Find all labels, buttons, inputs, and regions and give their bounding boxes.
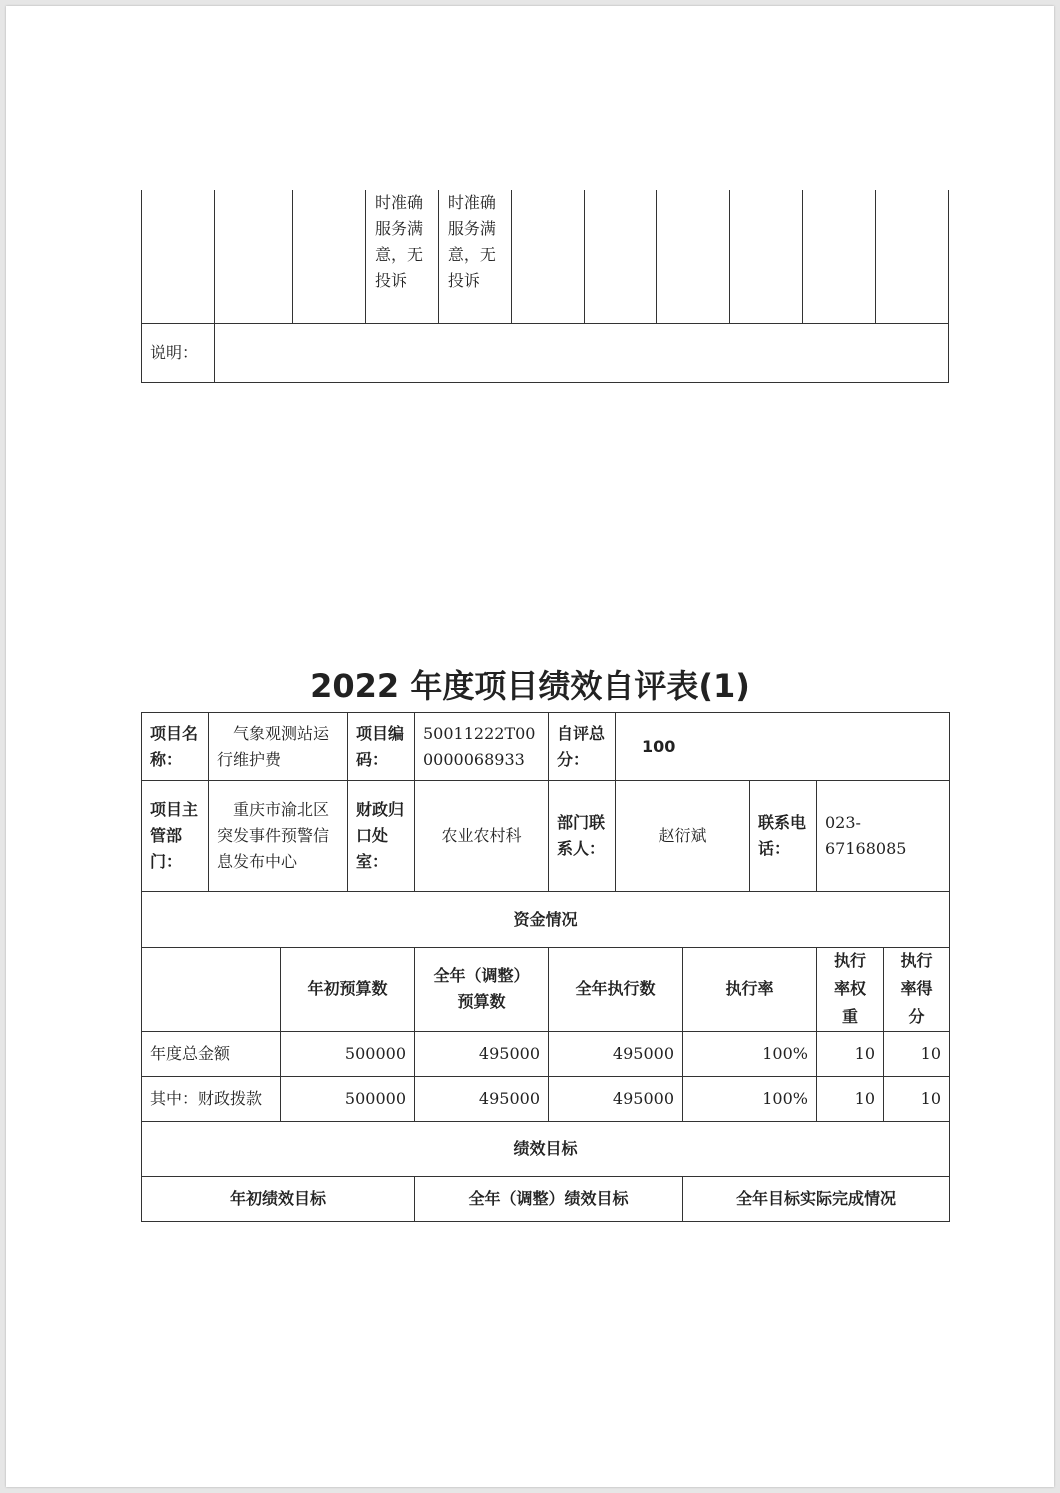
target-value-text: 时准确服务满意，无投诉 [375, 193, 424, 290]
score-label: 自评总分： [549, 713, 616, 781]
page-title: 2022 年度项目绩效自评表(1) [310, 667, 750, 705]
dept-label: 项目主管部门： [142, 781, 209, 892]
weight-value: 10 [817, 1077, 884, 1122]
score-value: 10 [884, 1077, 950, 1122]
note-label: 说明： [142, 323, 215, 382]
score-value: 10 [884, 1032, 950, 1077]
empty-cell [803, 190, 876, 323]
actual-value-cell [438, 190, 511, 323]
funds-header-executed-cell: 全年执行数 [549, 947, 683, 1032]
table-row [142, 1032, 950, 1077]
goals-header-adjusted: 全年（调整）绩效目标 [415, 1177, 683, 1222]
empty-cell [511, 190, 584, 323]
funds-header-weight-cell [817, 947, 884, 1032]
finance-value: 农业农村科 [415, 781, 549, 892]
adjusted-budget-value: 495000 [415, 1032, 549, 1077]
project-code-value: 50011222T000000068933 [415, 713, 549, 781]
initial-budget-value: 500000 [281, 1077, 415, 1122]
executed-value: 495000 [549, 1032, 683, 1077]
goals-section-title: 绩效目标 [142, 1122, 950, 1177]
row-label: 年度总金额 [142, 1032, 281, 1077]
score-value: 100 [616, 713, 950, 781]
funds-section-title: 资金情况 [142, 892, 950, 948]
executed-value: 495000 [549, 1077, 683, 1122]
weight-value: 10 [817, 1032, 884, 1077]
phone-value: 023-67168085 [817, 781, 950, 892]
funds-header-rate-cell: 执行率 [683, 947, 817, 1032]
empty-cell [142, 190, 215, 323]
rate-value: 100% [683, 1077, 817, 1122]
note-content [214, 323, 948, 382]
goals-header-actual: 全年目标实际完成情况 [683, 1177, 950, 1222]
funds-table [141, 947, 950, 1222]
actual-value-text: 时准确服务满意，无投诉 [447, 193, 496, 290]
contact-label: 部门联系人： [549, 781, 616, 892]
funds-header-initial-budget-cell: 年初预算数 [281, 947, 415, 1032]
initial-budget-value: 500000 [281, 1032, 415, 1077]
empty-cell [876, 190, 949, 323]
goals-header-initial: 年初绩效目标 [142, 1177, 415, 1222]
finance-label: 财政归口处室： [348, 781, 415, 892]
funds-header-blank-cell [142, 947, 281, 1032]
empty-cell [730, 190, 803, 323]
table-row [142, 1077, 950, 1122]
empty-cell [584, 190, 657, 323]
project-name-value: 气象观测站运行维护费 [209, 713, 348, 781]
rate-value: 100% [683, 1032, 817, 1077]
target-value-cell [366, 190, 439, 323]
empty-cell [293, 190, 366, 323]
empty-cell [214, 190, 292, 323]
performance-table [141, 712, 950, 948]
project-name-label: 项目名称： [142, 713, 209, 781]
adjusted-budget-value: 495000 [415, 1077, 549, 1122]
contact-value: 赵衍斌 [616, 781, 750, 892]
row-label: 其中：财政拨款 [142, 1077, 281, 1122]
funds-header-adjusted-text: 全年（调整）预算数 [433, 966, 530, 1011]
funds-header-adjusted-budget-cell [415, 947, 549, 1032]
phone-label: 联系电话： [750, 781, 817, 892]
funds-header-score-text: 执行率得分 [900, 951, 933, 1026]
project-code-label: 项目编码： [348, 713, 415, 781]
funds-header-weight-text: 执行率权重 [833, 951, 866, 1026]
dept-value: 重庆市渝北区突发事件预警信息发布中心 [209, 781, 348, 892]
empty-cell [657, 190, 730, 323]
funds-header-score-cell [884, 947, 950, 1032]
previous-table-fragment [141, 190, 949, 383]
